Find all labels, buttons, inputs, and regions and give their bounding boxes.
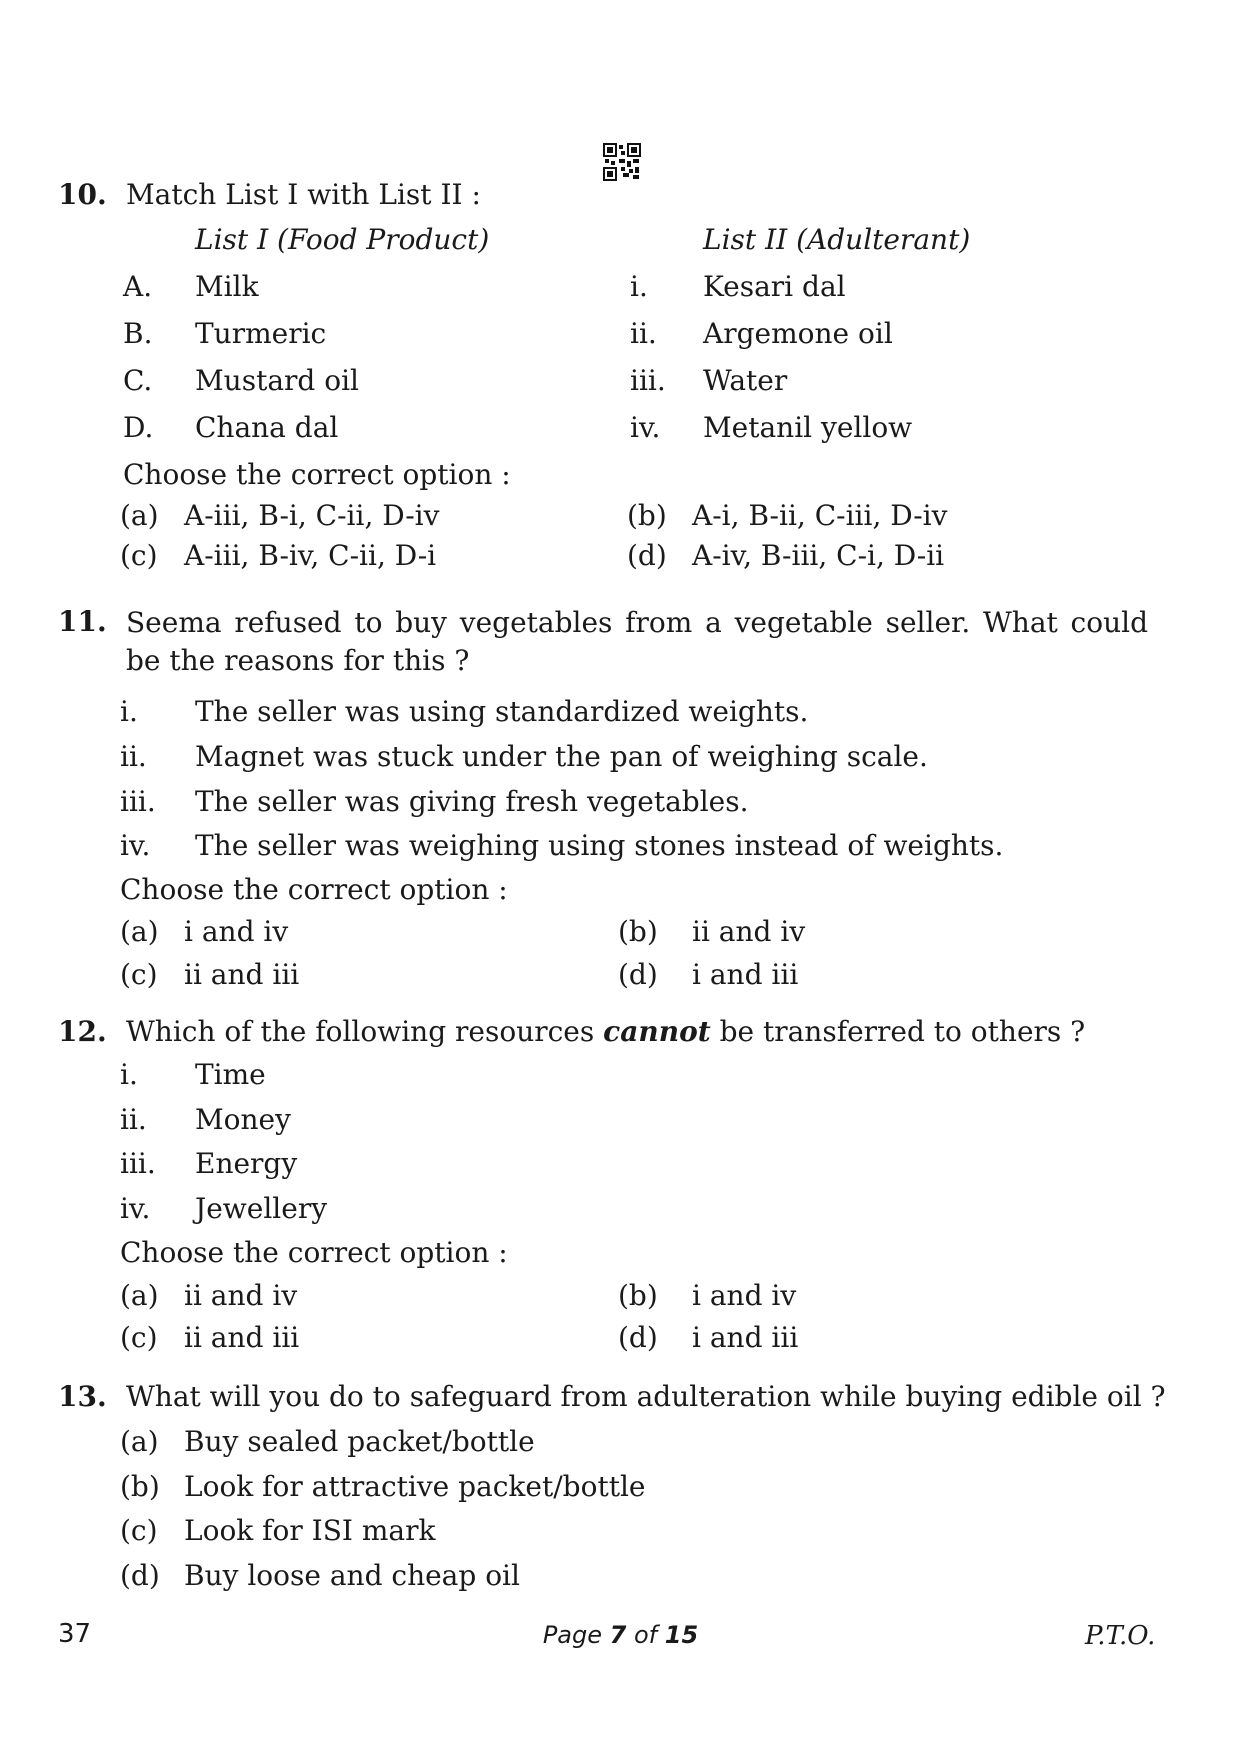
item-text: Energy — [195, 1147, 298, 1180]
option-key: (d) — [618, 958, 658, 991]
option-key: (d) — [120, 1559, 160, 1592]
option-text: A-i, B-ii, C-iii, D-iv — [692, 499, 948, 532]
option-text: ii and iii — [184, 1321, 300, 1354]
question-number: 10. — [58, 178, 107, 211]
list2-item: Metanil yellow — [703, 411, 913, 444]
pto-label: P.T.O. — [1085, 1621, 1156, 1651]
option-text: A-iv, B-iii, C-i, D-ii — [692, 539, 945, 572]
item-key: i. — [120, 1058, 138, 1091]
page-current: 7 — [609, 1621, 627, 1649]
question-text: What will you do to safeguard from adulteration while buying edible oil ? — [126, 1380, 1166, 1413]
item-key: iv. — [120, 1192, 151, 1225]
option-key: (b) — [120, 1470, 160, 1503]
item-key: ii. — [120, 740, 147, 773]
list1-key: D. — [123, 411, 154, 444]
option-key: (b) — [618, 1279, 658, 1312]
option-text: i and iv — [692, 1279, 797, 1312]
question-number: 13. — [58, 1380, 107, 1413]
option-text: Look for attractive packet/bottle — [184, 1470, 646, 1503]
list2-heading: List II (Adulterant) — [703, 223, 971, 256]
item-text: Money — [195, 1103, 291, 1136]
option-key: (a) — [120, 1279, 159, 1312]
option-text: ii and iv — [692, 915, 806, 948]
option-key: (b) — [627, 499, 667, 532]
question-text: Seema refused to buy vegetables from a vegetable seller. What could be the reasons for this ? — [126, 606, 1148, 677]
option-text: Buy loose and cheap oil — [184, 1559, 520, 1592]
question-number: 12. — [58, 1015, 107, 1048]
option-text: A-iii, B-i, C-ii, D-iv — [184, 499, 440, 532]
list1-item: Turmeric — [195, 317, 327, 350]
option-key: (c) — [120, 958, 158, 991]
list1-heading: List I (Food Product) — [195, 223, 490, 256]
list2-key: ii. — [630, 317, 657, 350]
page-total: 15 — [664, 1621, 699, 1649]
item-key: ii. — [120, 1103, 147, 1136]
option-key: (b) — [618, 915, 658, 948]
list2-item: Argemone oil — [703, 317, 893, 350]
question-text: Which of the following resources cannot be transferred to others ? — [126, 1015, 1086, 1048]
paper-code: 37 — [58, 1619, 92, 1649]
option-text: ii and iii — [184, 958, 300, 991]
list2-key: iv. — [630, 411, 661, 444]
question-number: 11. — [58, 605, 107, 638]
option-text: i and iv — [184, 915, 289, 948]
option-key: (c) — [120, 1321, 158, 1354]
list2-key: i. — [630, 270, 648, 303]
item-key: iv. — [120, 829, 151, 862]
choose-instruction: Choose the correct option : — [120, 1236, 508, 1269]
item-text: The seller was weighing using stones instead of weights. — [195, 829, 1004, 862]
option-text: ii and iv — [184, 1279, 298, 1312]
list2-item: Kesari dal — [703, 270, 846, 303]
question-text: Match List I with List II : — [126, 178, 481, 211]
list1-item: Mustard oil — [195, 364, 359, 397]
list2-item: Water — [703, 364, 788, 397]
emphasis-word: cannot — [603, 1015, 711, 1048]
item-text: The seller was using standardized weights. — [195, 695, 809, 728]
item-text: Jewellery — [195, 1192, 328, 1225]
item-key: iii. — [120, 1147, 156, 1180]
list1-item: Chana dal — [195, 411, 339, 444]
page-indicator: Page 7 of 15 — [542, 1621, 699, 1649]
option-key: (c) — [120, 539, 158, 572]
option-key: (c) — [120, 1514, 158, 1547]
option-key: (a) — [120, 1425, 159, 1458]
list1-item: Milk — [195, 270, 259, 303]
option-key: (d) — [618, 1321, 658, 1354]
item-text: Magnet was stuck under the pan of weighing scale. — [195, 740, 928, 773]
option-text: Buy sealed packet/bottle — [184, 1425, 535, 1458]
option-text: i and iii — [692, 958, 799, 991]
choose-instruction: Choose the correct option : — [123, 458, 511, 491]
item-text: The seller was giving fresh vegetables. — [195, 785, 749, 818]
list1-key: B. — [123, 317, 153, 350]
list1-key: A. — [123, 270, 153, 303]
choose-instruction: Choose the correct option : — [120, 873, 508, 906]
option-text: i and iii — [692, 1321, 799, 1354]
item-key: iii. — [120, 785, 156, 818]
option-key: (a) — [120, 499, 159, 532]
item-text: Time — [195, 1058, 266, 1091]
option-text: A-iii, B-iv, C-ii, D-i — [184, 539, 437, 572]
list1-key: C. — [123, 364, 153, 397]
qr-code-icon — [603, 143, 641, 181]
option-text: Look for ISI mark — [184, 1514, 436, 1547]
list2-key: iii. — [630, 364, 666, 397]
item-key: i. — [120, 695, 138, 728]
option-key: (a) — [120, 915, 159, 948]
option-key: (d) — [627, 539, 667, 572]
